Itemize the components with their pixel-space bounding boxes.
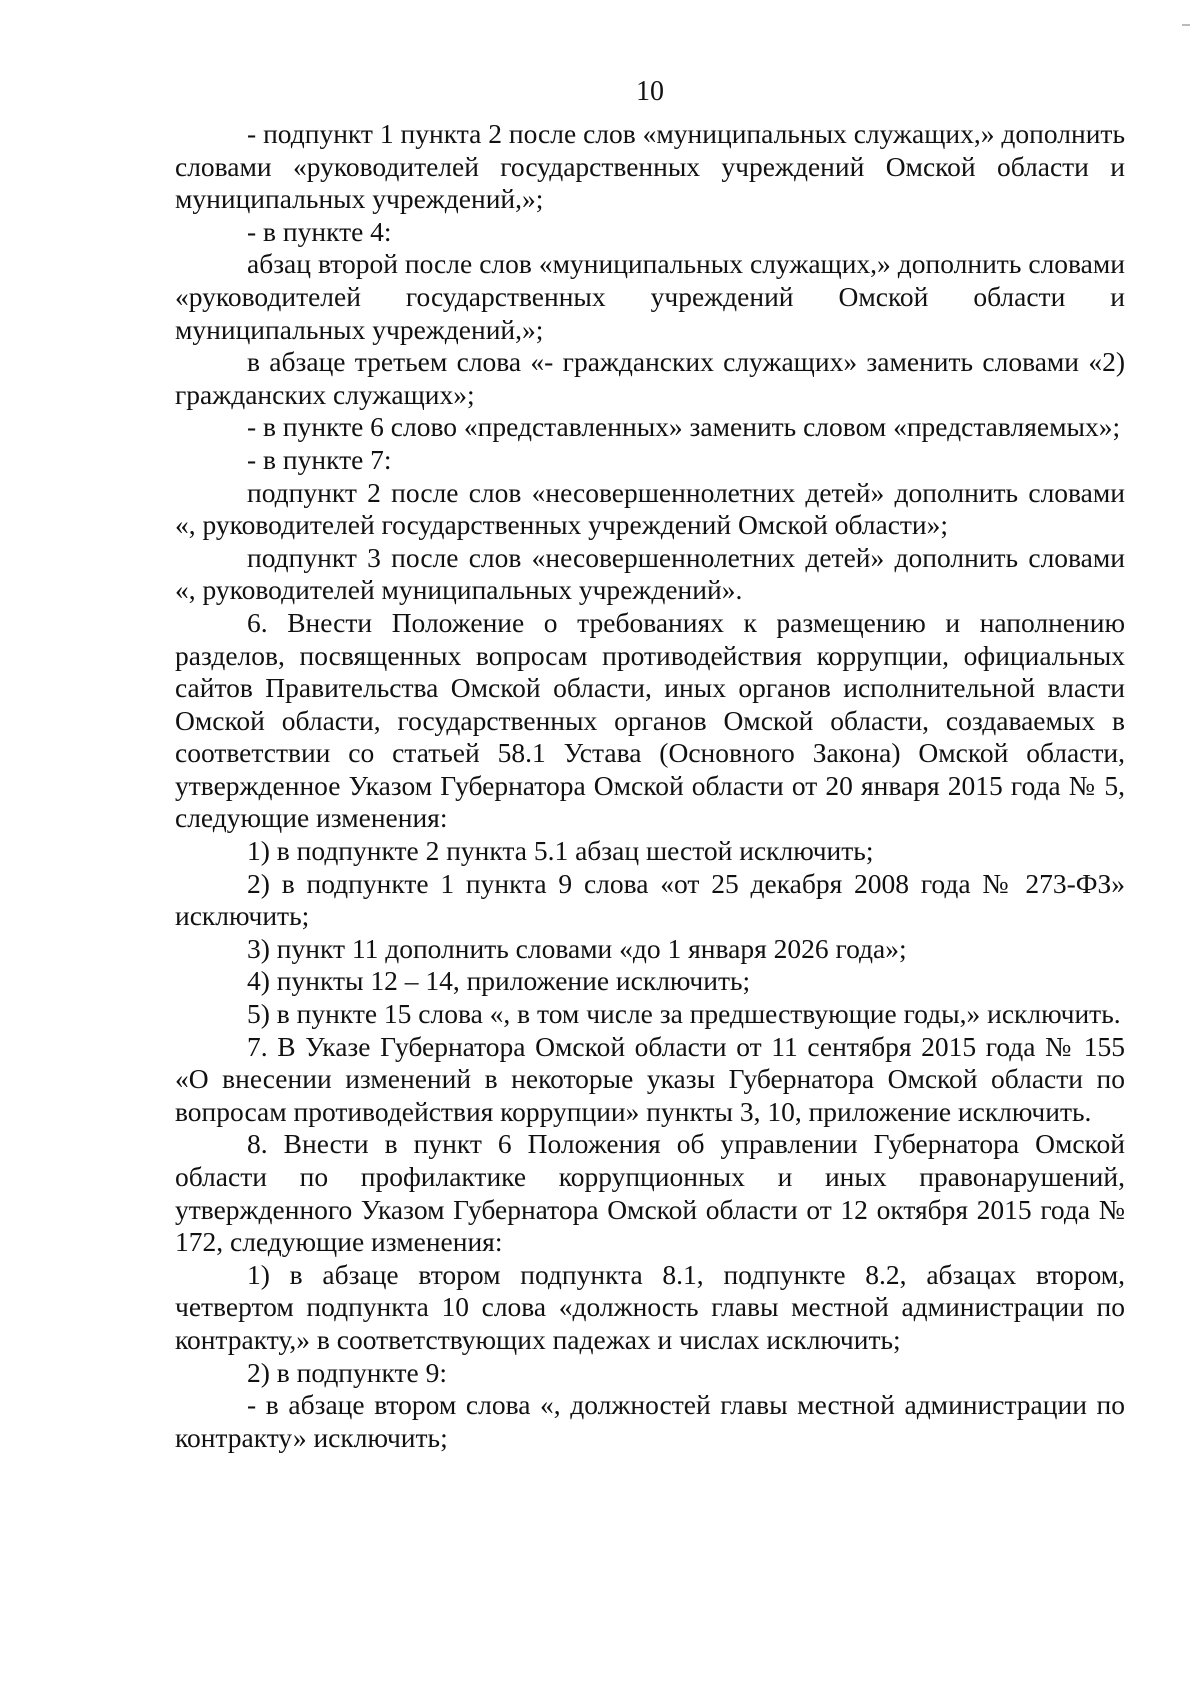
paragraph: 1) в абзаце втором подпункта 8.1, подпункте 8.2, абзацах втором, четвертом подпункта 10 слова «должность главы местной администрации по контракту,» в соответствующих падежах и числах исключить;: [175, 1258, 1125, 1355]
paragraph: 2) в подпункте 9:: [247, 1356, 447, 1388]
paragraph: подпункт 2 после слов «несовершеннолетних детей» дополнить словами «, руководителей государственных учреждений Омской области»;: [175, 476, 1125, 541]
paragraph: 3) пункт 11 дополнить словами «до 1 января 2026 года»;: [247, 932, 907, 964]
paragraph: абзац второй после слов «муниципальных служащих,» дополнить словами «руководителей государственных учреждений Омской области и муниципальных учреждений,»;: [175, 248, 1125, 345]
paragraph: 2) в подпункте 1 пункта 9 слова «от 25 декабря 2008 года № 273-ФЗ» исключить;: [175, 867, 1125, 932]
document-body: [175, 118, 1125, 1454]
paragraph: - в абзаце втором слова «, должностей главы местной администрации по контракту» исключить;: [175, 1389, 1125, 1453]
paragraph: 4) пункты 12 – 14, приложение исключить;: [247, 965, 751, 997]
scan-artifact: [1182, 24, 1190, 26]
page-number: 10: [636, 76, 664, 107]
paragraph: 8. Внести в пункт 6 Положения об управлении Губернатора Омской области по профилактике коррупционных и иных правонарушений, утвержденного Указом Губернатора Омской области от 12 октября 2015 года № 172, следующие изменения:: [175, 1128, 1125, 1258]
paragraph: - в пункте 4:: [247, 215, 392, 247]
paragraph: - в пункте 7:: [247, 443, 392, 475]
paragraph: 1) в подпункте 2 пункта 5.1 абзац шестой исключить;: [247, 835, 874, 867]
paragraph: - подпункт 1 пункта 2 после слов «муниципальных служащих,» дополнить словами «руководителей государственных учреждений Омской области и муниципальных учреждений,»;: [175, 118, 1125, 215]
paragraph: 7. В Указе Губернатора Омской области от 11 сентября 2015 года № 155 «О внесении изменений в некоторые указы Губернатора Омской области по вопросам противодействия коррупции» пункты 3, 10, приложение исключить.: [175, 1030, 1125, 1127]
paragraph: в абзаце третьем слова «- гражданских служащих» заменить словами «2) гражданских служащих»;: [175, 346, 1125, 410]
paragraph: 5) в пункте 15 слова «, в том числе за предшествующие годы,» исключить.: [247, 998, 1121, 1030]
paragraph: 6. Внести Положение о требованиях к размещению и наполнению разделов, посвященных вопросам противодействия коррупции, официальных сайтов Правительства Омской области, иных органов исполнительной власти Омской области, государственных органов Омской области, создаваемых в соответствии со статьей 58.1 Устава (Основного Закона) Омской области, утвержденное Указом Губернатора Омской области от 20 января 2015 года № 5, следующие изменения:: [175, 606, 1125, 834]
paragraph: подпункт 3 после слов «несовершеннолетних детей» дополнить словами «, руководителей муниципальных учреждений».: [175, 541, 1125, 606]
paragraph: - в пункте 6 слово «представленных» заменить словом «представляемых»;: [247, 411, 1121, 443]
